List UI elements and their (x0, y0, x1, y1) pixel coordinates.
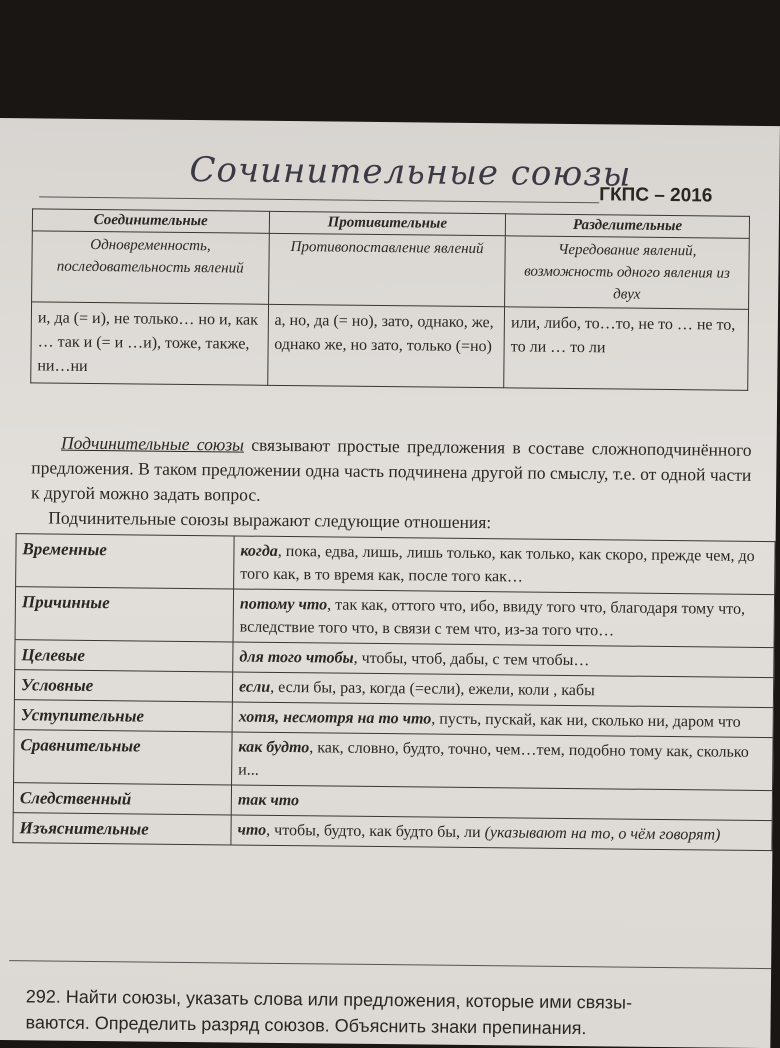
primary-conjunction: что (237, 822, 266, 839)
relation-conjunctions (234, 536, 776, 595)
primary-conjunction: для того чтобы (239, 649, 353, 667)
primary-conjunction: хотя, несмотря на то что (239, 709, 432, 728)
col-header-disjunctive: Разделительные (506, 214, 750, 239)
other-conjunctions: , чтобы, будто, как будто бы, ли (266, 822, 485, 841)
relation-type: Сравнительные (14, 730, 233, 785)
coordinating-conjunctions-table (30, 208, 750, 391)
list-adversative: а, но, да (= но), зато, однако, же, однако же, но зато, только (=но) (267, 304, 504, 387)
relation-note: (указывают на то, о чём говорят) (485, 824, 721, 843)
other-conjunctions: , пусть, пускай, как ни, сколько ни, даром что (431, 711, 741, 731)
relation-type: Причинные (15, 587, 234, 642)
col-header-connective: Соединительные (32, 209, 269, 233)
other-conjunctions: , так как, оттого что, ибо, ввиду того что, благодаря тому что, вследствие того что, в связи с тем что, из-за того что… (240, 596, 745, 639)
sub-row (16, 534, 776, 595)
sub-row (14, 730, 774, 791)
exercise-292 (25, 983, 780, 1043)
title-underline (39, 196, 599, 203)
other-conjunctions: , пока, едва, лишь, лишь только, как только, как скоро, прежде чем, до того как, в то время как, после того как… (240, 543, 755, 586)
relation-conjunctions (231, 815, 772, 851)
intro-line2: Подчинительные союзы выражают следующие отношения: (48, 508, 491, 533)
primary-conjunction: потому что (240, 596, 327, 614)
primary-conjunction: когда (240, 543, 278, 560)
source-code: ГКПС – 2016 (599, 184, 712, 207)
relation-type: Условные (14, 670, 232, 702)
desc-disjunctive: Чередование явлений, возможность одного явления из двух (505, 236, 750, 310)
relation-conjunctions (233, 589, 775, 648)
section-divider (9, 960, 771, 969)
relation-conjunctions (232, 732, 774, 791)
relation-type: Целевые (15, 640, 233, 672)
textbook-page (0, 118, 780, 1048)
primary-conjunction: как будто (238, 739, 309, 757)
subordinating-conjunctions-table (12, 533, 775, 851)
handwritten-title: Сочинительные союзы (189, 150, 631, 195)
sub-row (15, 587, 775, 648)
primary-conjunction: если (239, 679, 270, 696)
subordinating-intro (31, 430, 752, 538)
col-header-adversative: Противительные (269, 211, 506, 235)
term-subordinating: Подчинительные союзы (61, 433, 244, 455)
other-conjunctions: , если бы, раз, когда (=если), ежели, коли , кабы (270, 679, 595, 699)
other-conjunctions: , как, словно, будто, точно, чем…тем, подобно тому как, сколько и... (238, 739, 749, 778)
desc-adversative: Противопоставление явлений (268, 233, 505, 306)
exercise-line-1: 292. Найти союзы, указать слова или предложения, которые ими связы- (26, 983, 780, 1017)
desc-connective: Одновременность, последовательность явлений (32, 231, 269, 304)
relation-type: Уступительные (14, 700, 232, 732)
relation-type: Следственный (13, 783, 231, 815)
relation-type: Временные (16, 534, 235, 589)
list-connective: и, да (= и), не только… но и, как … так и (= и …и), тоже, также, ни…ни (31, 302, 268, 385)
list-disjunctive: или, либо, то…то, не то … не то, то ли … то ли (504, 307, 749, 391)
exercise-line-2: ваются. Определить разряд союзов. Объяснить знаки препинания. (25, 1009, 780, 1043)
relation-type: Изъяснительные (13, 813, 231, 845)
other-conjunctions: , чтобы, чтоб, дабы, с тем чтобы… (354, 650, 590, 669)
intro-text: связывают простые предложения в составе сложноподчинённого предложения. В таком предложении одна часть подчинена другой по смыслу, т.е. от одной части к другой можно задать вопрос. (31, 435, 752, 505)
primary-conjunction: так что (238, 792, 299, 810)
